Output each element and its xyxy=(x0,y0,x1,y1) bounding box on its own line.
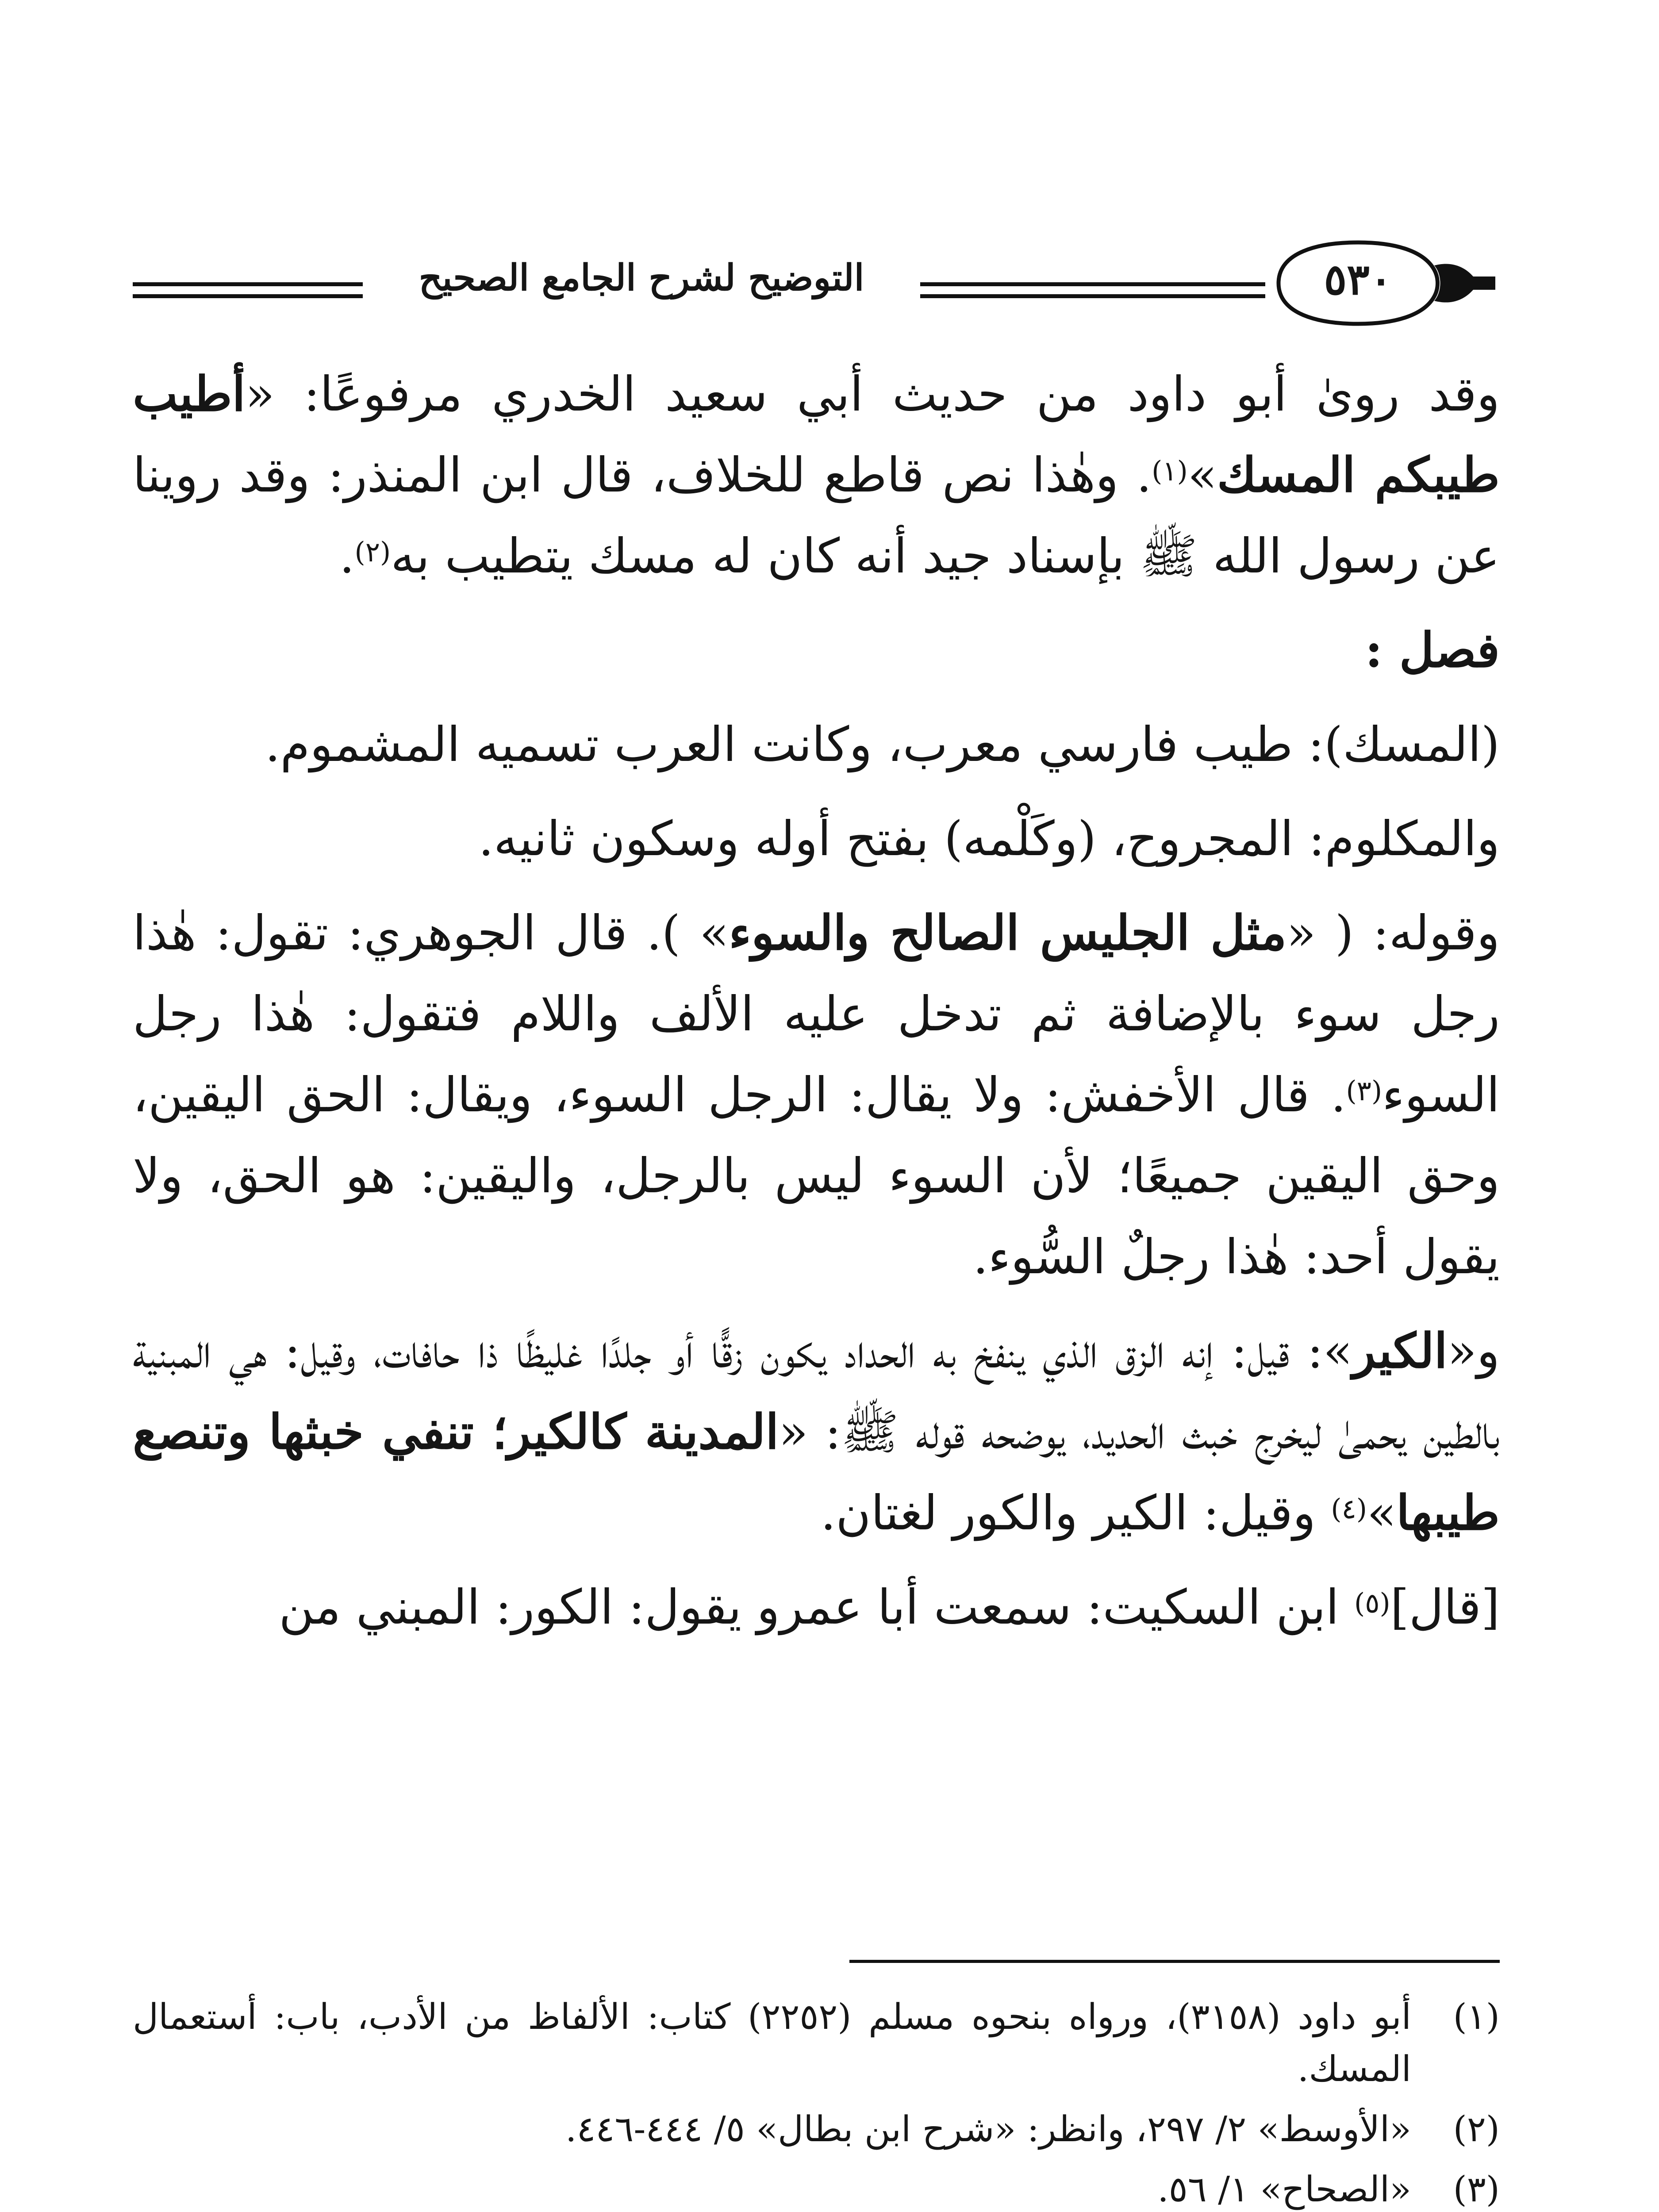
hadith-quote: الكير xyxy=(1352,1323,1448,1379)
text-segment: »: قيل: إنه الزق الذي ينفخ به الحداد يكون زقًّا أو جلدًا غليظًا ذا حافات، وقيل: هي المبنية بالطين يحمیٰ ليخرج خبث الحديد، يوضحه قوله ﷺ: « xyxy=(133,1324,1500,1460)
footnote-text: «الأوسط» ٢/ ٢٩٧، وانظر: «شرح ابن بطال» ٥/ ٤٤٤-٤٤٦. xyxy=(565,2108,1411,2150)
hadith-quote: المدينة كالكير؛ تنفي خبثها وتنصع طيبها xyxy=(133,1404,1500,1541)
header-rule-left-top xyxy=(133,282,363,286)
paragraph-jalis xyxy=(133,893,1500,1298)
footnote xyxy=(133,2163,1500,2212)
text-segment: » ). قال الجوهري: تقول: هٰذا رجل سوء بالإضافة ثم تدخل عليه الألف واللام فتقول: هٰذا رجل السوء xyxy=(133,906,1500,1123)
main-text xyxy=(133,354,1500,1661)
footnote-ref: (٢) xyxy=(354,536,391,568)
page-number-ornament xyxy=(1265,234,1478,332)
footnote-number: (٣) xyxy=(1453,2169,1500,2210)
paragraph-kir xyxy=(133,1311,1500,1554)
paragraph-makloum: والمكلوم: المجروح، (وكَلْمه) بفتح أوله وسكون ثانيه. xyxy=(478,811,1500,867)
footnote-number: (١) xyxy=(1453,1996,1500,2037)
text-segment: » xyxy=(1367,1486,1397,1541)
header-rule-left-bottom xyxy=(133,294,363,298)
text-segment: . وهٰذا نص قاطع للخلاف، قال ابن المنذر: وقد روينا عن رسول الله ﷺ بإسناد جيد أنه كان له مسك يتطيب به xyxy=(133,448,1500,584)
text-segment: وقد رویٰ أبو داود من حديث أبي سعيد الخدري مرفوعًا: « xyxy=(245,367,1500,422)
text-segment: ابن السكيت: سمعت أبا عمرو يقول: الكور: المبني من xyxy=(279,1580,1354,1635)
text-segment: . xyxy=(339,529,355,584)
text-segment: [قال] xyxy=(1390,1580,1500,1635)
footnote xyxy=(133,2103,1500,2155)
footnote-text: «الصحاح» ١/ ٥٦. xyxy=(1157,2169,1411,2210)
page-number: ٥٣٠ xyxy=(1324,254,1393,304)
text-segment: » xyxy=(1187,448,1217,503)
footnotes xyxy=(133,1991,1500,2212)
text-segment: وقوله: ( « xyxy=(1286,906,1500,961)
paragraph-musk: (المسك): طيب فارسي معرب، وكانت العرب تسميه المشموم. xyxy=(265,717,1500,772)
text-segment: . قال الأخفش: ولا يقال: الرجل السوء، ويقال: الحق اليقين، وحق اليقين جميعًا؛ لأن السوء ليس بالرجل، واليقين: هو الحق، ولا يقول أحد: هٰذا رجلٌ السُّوء. xyxy=(133,1068,1500,1285)
footnote-number: (٢) xyxy=(1453,2108,1500,2150)
footnote-ref: (٣) xyxy=(1346,1075,1382,1107)
paragraph-abu-dawud xyxy=(133,354,1500,597)
text-segment: وقيل: الكير والكور لغتان. xyxy=(820,1486,1331,1541)
footnote-ref: (٤) xyxy=(1331,1493,1367,1525)
running-header xyxy=(133,230,1500,345)
hadith-quote: أطيب طيبكم المسك xyxy=(133,366,1500,503)
footnote-ref: (١) xyxy=(1152,455,1188,487)
paragraph-ibn-sikkit xyxy=(133,1567,1500,1648)
footnote-ref: (٥) xyxy=(1354,1587,1390,1619)
header-rule-middle-top xyxy=(920,282,1265,286)
footnote xyxy=(133,1991,1500,2095)
book-title: التوضيح لشرح الجامع الصحيح xyxy=(419,257,864,299)
section-heading: فصل : xyxy=(1365,622,1500,678)
hadith-quote: مثل الجليس الصالح والسوء xyxy=(729,905,1287,961)
text-segment: و« xyxy=(1447,1324,1500,1379)
header-rule-middle-bottom xyxy=(920,294,1265,298)
footnote-text: أبو داود (٣١٥٨)، ورواه بنحوه مسلم (٢٢٥٢) كتاب: الألفاظ من الأدب، باب: أستعمال المسك. xyxy=(133,1996,1412,2089)
footnote-separator xyxy=(849,1960,1500,1963)
